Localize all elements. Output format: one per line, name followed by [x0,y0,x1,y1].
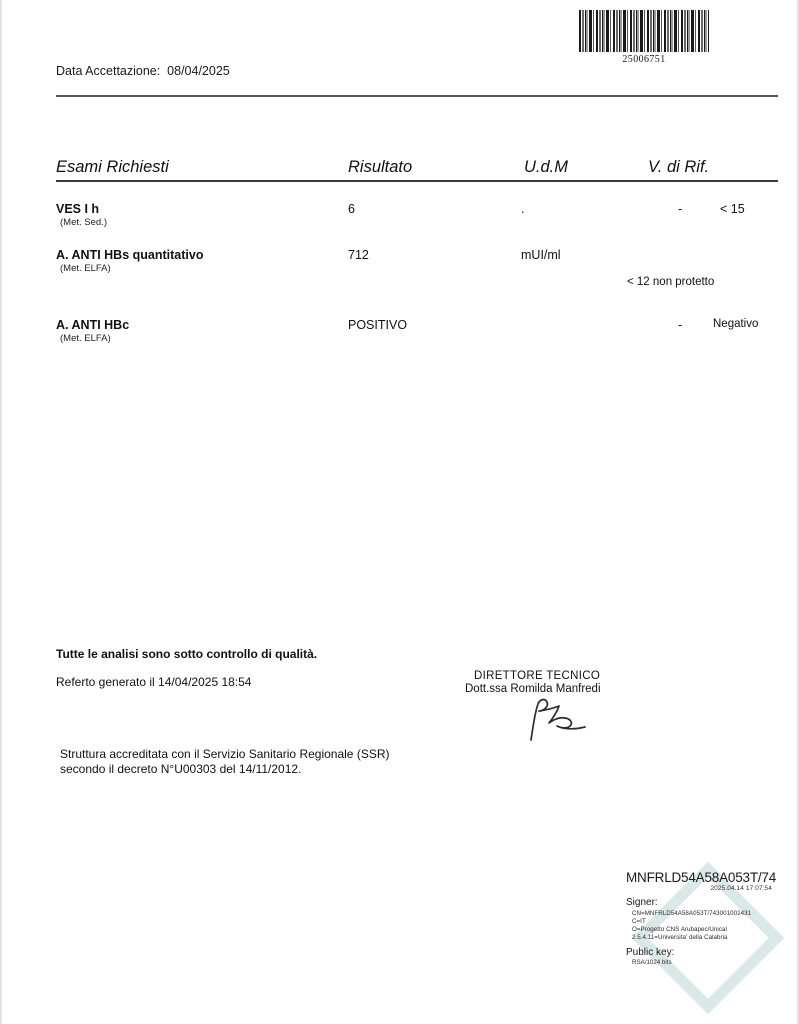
column-header-reference: V. di Rif. [648,158,710,176]
stamp-signer-label: Signer: [626,897,658,908]
exam-flag: - [678,202,683,216]
report-generated-note: Referto generato il 14/04/2025 18:54 [56,675,252,689]
exam-result: POSITIVO [348,318,408,332]
stamp-signer-line: C=IT [632,918,646,925]
exam-method: (Met. ELFA) [60,263,111,274]
exam-method: (Met. Sed.) [60,217,107,228]
exam-name: VES I h [56,202,100,216]
stamp-signer-line: O=Progetto CNS Arubapec/Unical [632,926,727,933]
exam-udm: mUI/ml [521,248,561,262]
signature-title: DIRETTORE TECNICO [474,670,601,682]
digital-signature-stamp [626,870,778,982]
barcode-icon [579,10,709,52]
exam-reference: < 15 [720,202,745,216]
exam-result: 6 [348,202,355,216]
table-header-row [56,158,778,178]
quality-control-note: Tutte le analisi sono sotto controllo di qualità. [56,647,318,661]
stamp-fiscal-code: MNFRLD54A58A053T/74 [626,870,777,885]
column-header-exam: Esami Richiesti [56,158,169,176]
exam-reference: Negativo [713,318,759,330]
exam-method: (Met. ELFA) [60,333,111,344]
exam-name: A. ANTI HBc [56,318,130,332]
signature-block [465,670,695,747]
exam-reference-note: < 12 non protetto [627,276,715,288]
stamp-signer-line: 2.5.4.11=Universita' della Calabria [632,934,728,941]
exam-result: 712 [348,248,369,262]
barcode-block [579,10,709,65]
column-header-udm: U.d.M [524,158,569,176]
header-divider [56,95,778,97]
barcode-number: 25006751 [622,54,666,65]
accreditation-note [60,747,389,777]
exam-flag: - [678,318,683,332]
stamp-timestamp: 2025.04.14 17:07:54 [710,885,772,892]
accreditation-line-1: Struttura accreditata con il Servizio Sanitario Regionale (SSR) [60,747,390,761]
exam-udm: . [521,202,525,216]
stamp-public-key-value: RSA/1024 bits [632,959,672,966]
signature-name: Dott.ssa Romilda Manfredi [465,683,601,695]
stamp-public-key-label: Public key: [626,947,675,958]
accreditation-line-2: secondo il decreto N°U00303 del 14/11/2012. [60,762,302,776]
acceptance-date-line: Data Accettazione: 08/04/2025 [56,64,230,78]
stamp-signer-lines [626,910,778,942]
table-header-divider [56,180,778,182]
handwritten-signature-icon [513,696,695,747]
exam-name: A. ANTI HBs quantitativo [56,248,204,262]
stamp-signer-line: CN=MNFRLD54A58A053T/743001002431 [632,910,752,917]
column-header-result: Risultato [348,158,413,176]
